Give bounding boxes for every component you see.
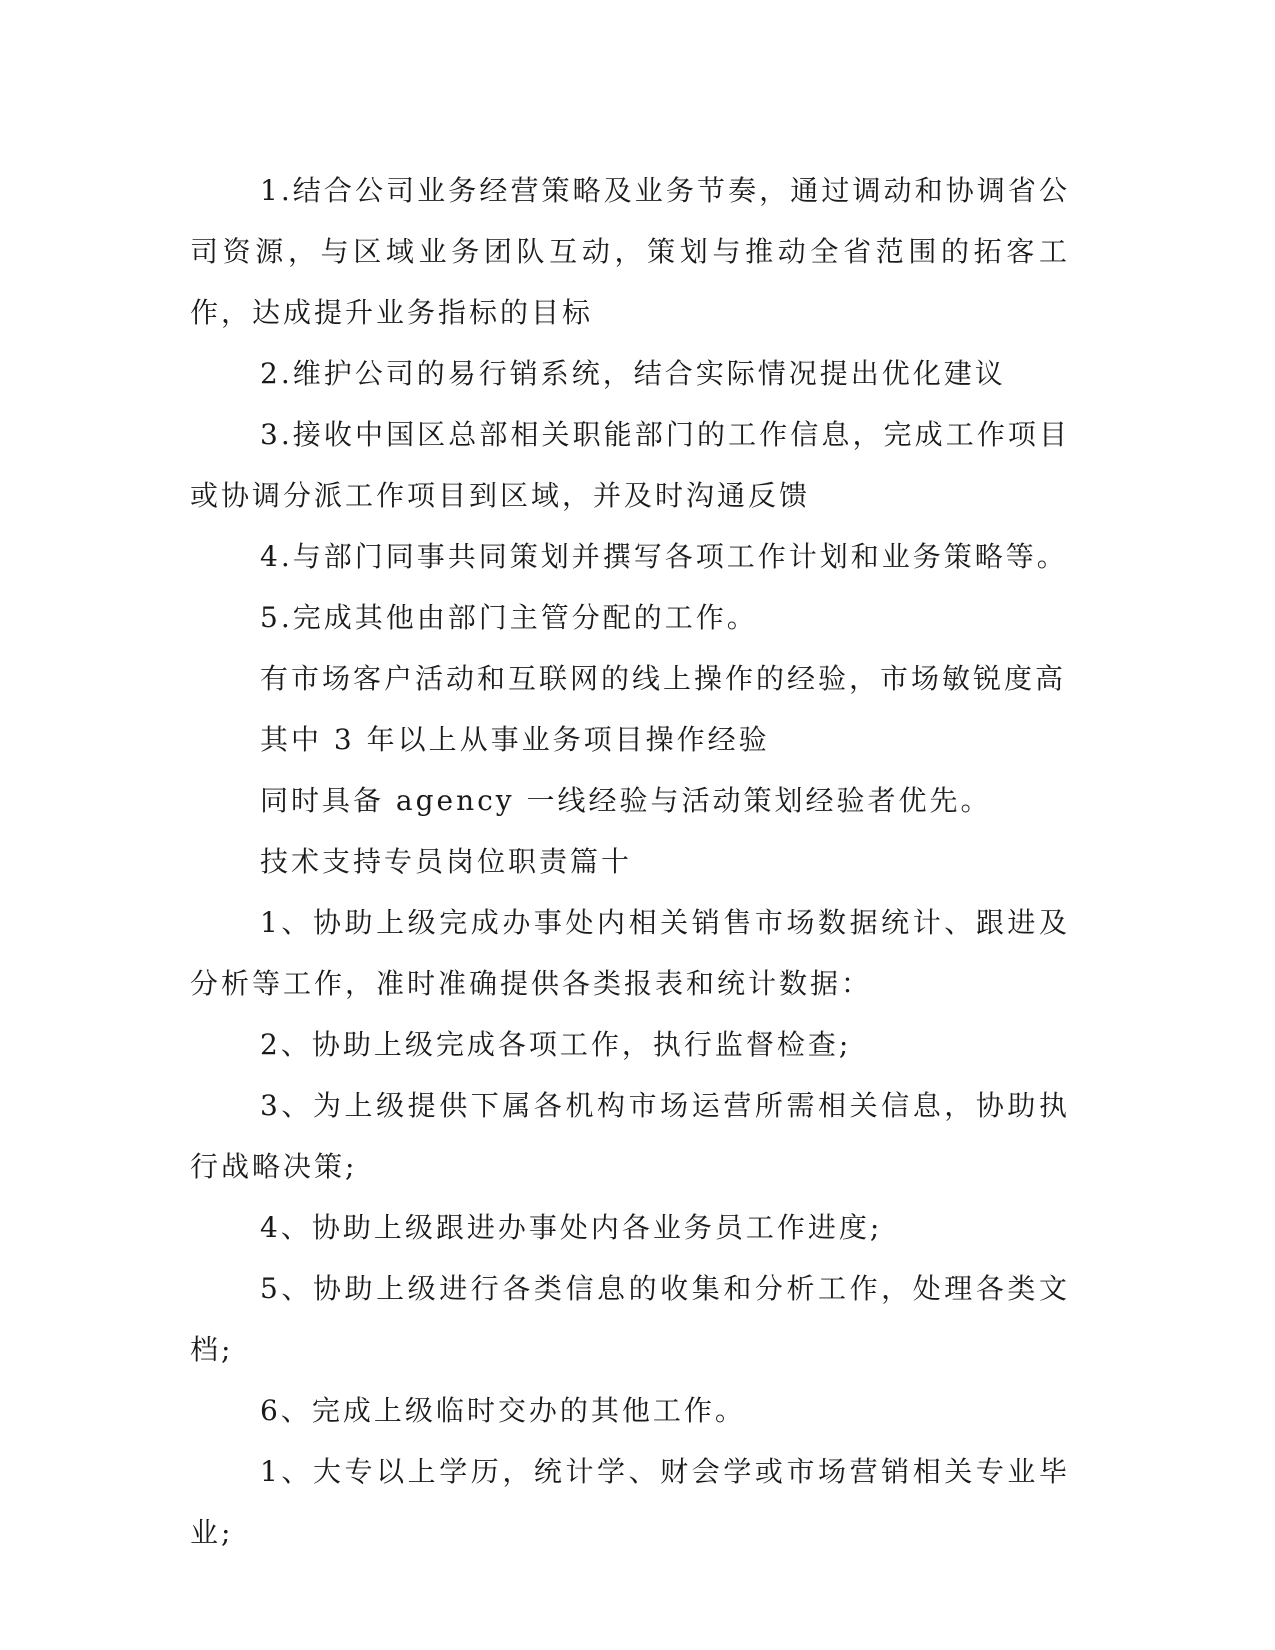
document-body <box>190 160 1070 1563</box>
paragraph: 2、协助上级完成各项工作，执行监督检查; <box>260 1028 852 1061</box>
paragraph: 1.结合公司业务经营策略及业务节奏，通过调动和协调省公司资源，与区域业务团队互动，策划与推动全省范围的拓客工作，达成提升业务指标的目标 <box>190 174 1070 329</box>
paragraph: 1、大专以上学历，统计学、财会学或市场营销相关专业毕业; <box>190 1455 1070 1549</box>
paragraph: 5、协助上级进行各类信息的收集和分析工作，处理各类文档; <box>190 1272 1070 1366</box>
paragraph: 有市场客户活动和互联网的线上操作的经验，市场敏锐度高 <box>260 662 1067 695</box>
section-heading: 技术支持专员岗位职责篇十 <box>260 845 633 878</box>
paragraph: 同时具备 agency 一线经验与活动策划经验者优先。 <box>260 784 992 817</box>
paragraph: 5.完成其他由部门主管分配的工作。 <box>260 601 758 634</box>
paragraph: 2.维护公司的易行销系统，结合实际情况提出优化建议 <box>260 357 1006 390</box>
paragraph: 3.接收中国区总部相关职能部门的工作信息，完成工作项目或协调分派工作项目到区域，并及时沟通反馈 <box>190 418 1070 512</box>
paragraph: 6、完成上级临时交办的其他工作。 <box>260 1394 746 1427</box>
paragraph: 4.与部门同事共同策划并撰写各项工作计划和业务策略等。 <box>260 540 1068 573</box>
paragraph: 4、协助上级跟进办事处内各业务员工作进度; <box>260 1211 883 1244</box>
paragraph: 3、为上级提供下属各机构市场运营所需相关信息，协助执行战略决策; <box>190 1089 1070 1183</box>
paragraph: 1、协助上级完成办事处内相关销售市场数据统计、跟进及分析等工作，准时准确提供各类报表和统计数据： <box>190 906 1070 1000</box>
paragraph: 其中 3 年以上从事业务项目操作经验 <box>260 723 770 756</box>
